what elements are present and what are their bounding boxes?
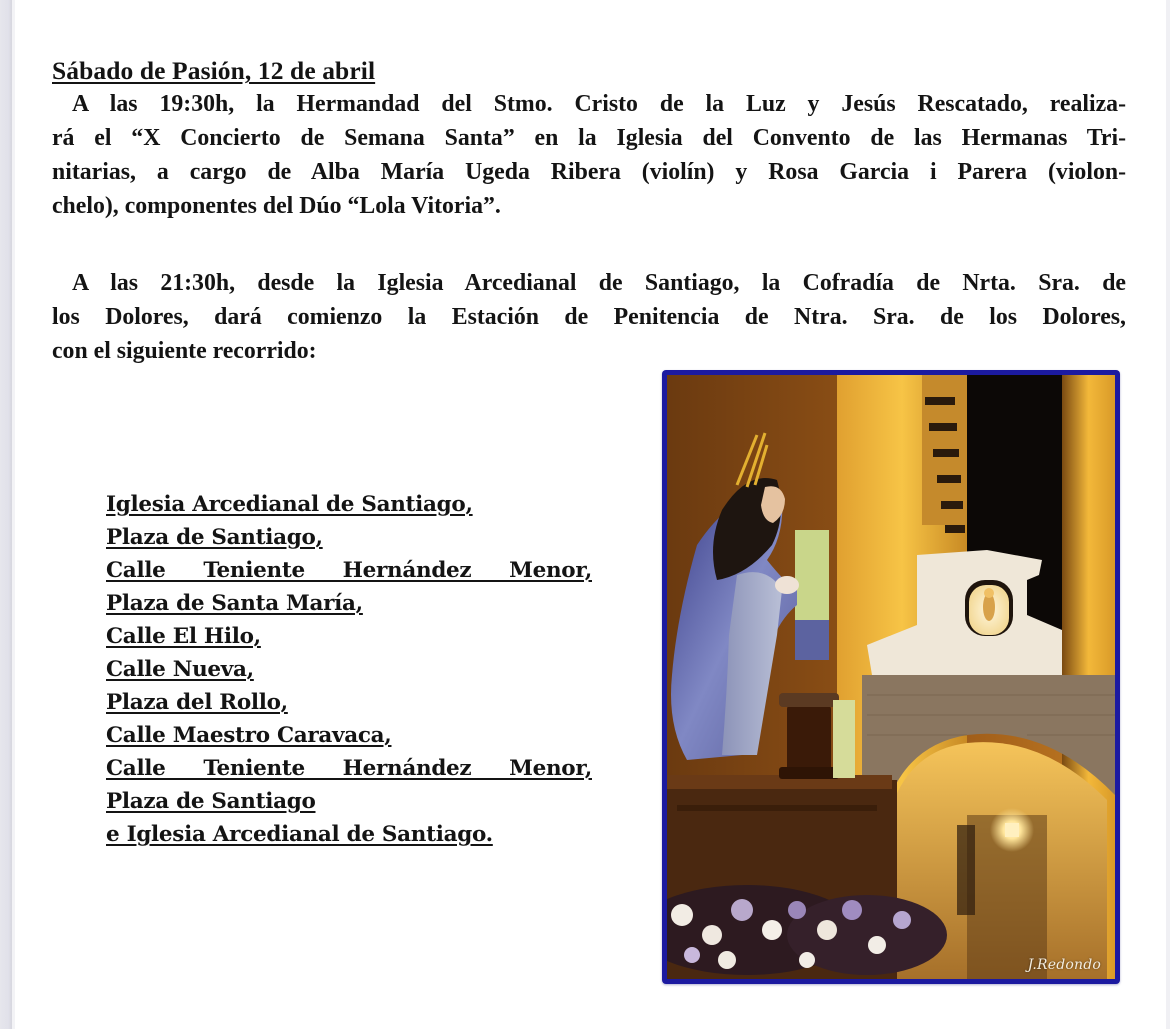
concert-paragraph <box>52 87 1126 223</box>
paragraph-line: nitarias, a cargo de Alba María Ugeda Ribera (violín) y Rosa Garcia i Parera (violon- <box>52 159 1126 185</box>
line-text: , la Hermandad del Stmo. Cristo de la Luz y Jesús Rescatado, realiza- <box>228 91 1127 117</box>
procession-photo-illustration <box>667 375 1115 979</box>
route-stop: Plaza de Santa María, <box>106 591 363 616</box>
route-stop: Plaza del Rollo, <box>106 690 288 715</box>
paragraph-line: con el siguiente recorrido: <box>52 338 317 364</box>
event-time: A las 21:30h <box>72 270 230 296</box>
route-stop: e Iglesia Arcedianal de Santiago. <box>106 822 493 847</box>
paragraph-line <box>52 87 1126 121</box>
route-stop: Calle Teniente Hernández Menor, <box>106 756 592 781</box>
event-time: A las 19:30h <box>72 91 229 117</box>
route-stop: Plaza de Santiago <box>106 789 316 814</box>
procession-photo <box>667 375 1115 979</box>
route-stop: Calle El Hilo, <box>106 624 261 649</box>
route-stop: Iglesia Arcedianal de Santiago, <box>106 492 473 517</box>
photo-credit: J.Redondo <box>1027 957 1101 973</box>
line-text: , desde la Iglesia Arcedianal de Santiago, la Cofradía de Nrta. Sra. de <box>229 270 1126 296</box>
viewer-left-edge <box>0 0 12 1029</box>
section-title: Sábado de Pasión, 12 de abril <box>52 56 376 85</box>
paragraph-line: rá el “X Concierto de Semana Santa” en la Iglesia del Convento de las Hermanas Tri- <box>52 125 1126 151</box>
paragraph-line <box>52 266 1126 300</box>
route-stop: Calle Teniente Hernández Menor, <box>106 558 592 583</box>
paragraph-line: chelo), componentes del Dúo “Lola Vitoria”. <box>52 193 501 219</box>
route-stop: Calle Nueva, <box>106 657 254 682</box>
procession-route-list <box>106 488 592 851</box>
route-stop: Calle Maestro Caravaca, <box>106 723 392 748</box>
route-stop: Plaza de Santiago, <box>106 525 323 550</box>
paragraph-line: los Dolores, dará comienzo la Estación de Penitencia de Ntra. Sra. de los Dolores, <box>52 304 1126 330</box>
viewer-right-edge <box>1166 0 1170 1029</box>
procession-photo-frame <box>662 370 1120 984</box>
procession-paragraph <box>52 266 1126 368</box>
